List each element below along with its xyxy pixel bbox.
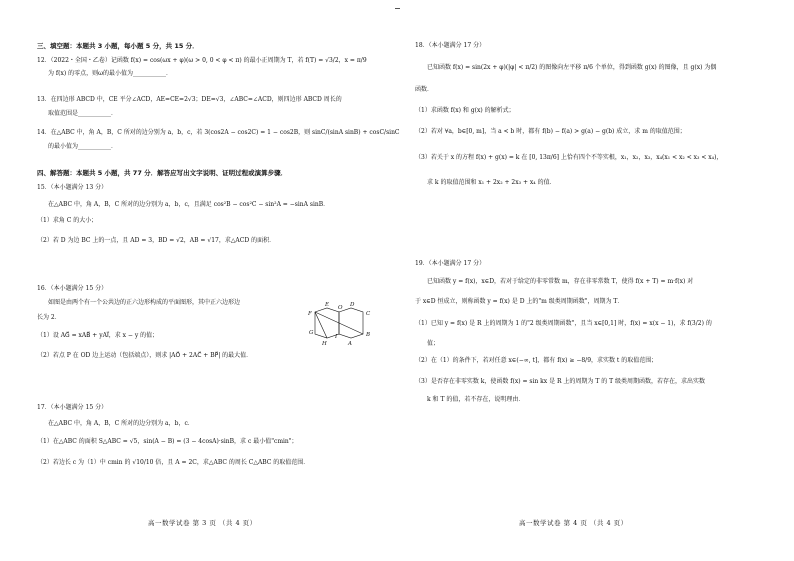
label-a: A xyxy=(348,341,352,347)
q17-line3: （2）若边长 c 为（1）中 cmin 的 √10/10 倍，且 A = 2C，求△ABC 的周长 C△ABC 的取值范围． xyxy=(37,459,310,466)
q15-line3: （2）若 D 为边 BC 上的一点，且 AD = 3，BD = √2，AB = √17，求△ACD 的面积． xyxy=(37,237,276,244)
q19-head: 19．（本小题满分 17 分） xyxy=(415,260,486,267)
q16-line4: （2）若点 P 在 OD 边上运动（包括端点），则求 |AO⃗ + 2AC⃗ + BP⃗| 的最大值． xyxy=(37,352,253,359)
label-e: E xyxy=(325,302,330,308)
left-page-footer: 高一数学试卷 第 3 页 （共 4 页） xyxy=(148,519,257,527)
label-h: H xyxy=(322,341,327,347)
q12-line2: 为 f(x) 的零点，则ω的最小值为___________． xyxy=(48,70,172,77)
q17-line2: （1）在△ABC 的面积 S△ABC = √5，sin(A − B) = (3 − 4cosA)·sinB，求 c 最小值"cmin"； xyxy=(37,438,298,445)
q18-line3: （1）求函数 f(x) 和 g(x) 的解析式； xyxy=(415,107,515,114)
right-page-footer: 高一数学试卷 第 4 页 （共 4 页） xyxy=(519,519,628,527)
q19-line3: （1）已知 y = f(x) 是 R 上的周期为 1 的"2 级类周期函数"，且当 x∈[0,1] 时，f(x) = x(x − 1)，求 f(3/2) 的 xyxy=(415,320,712,327)
label-i: I xyxy=(335,334,338,340)
q18-head: 18．（本小题满分 17 分） xyxy=(415,42,486,49)
q18-line4: （2）若对 ∀a，b∈[0, m]，当 a < b 时，都有 f(b) − f(a) > g(a) − g(b) 成立，求 m 的取值范围； xyxy=(415,128,686,135)
q15-line1: 在△ABC 中，角 A，B，C 所对的边分别为 a，b，c，且满足 cos²B − cos²C − sin²A = −sinA sinB． xyxy=(48,201,330,208)
q16-head: 16．（本小题满分 15 分） xyxy=(37,285,108,292)
q17-head: 17．（本小题满分 15 分） xyxy=(37,404,108,411)
q19-line5: （2）在（1）的条件下，若对任意 x∈(−∞, t]，都有 f(x) ≥ −8/9，求实数 t 的取值范围； xyxy=(415,357,658,364)
q15-line2: （1）求角 C 的大小； xyxy=(37,217,98,224)
q14-line1: 14．在△ABC 中，角 A，B，C 所对的边分别为 a，b，c，若 3(cos2A − cos2C) = 1 − cos2B，则 sinC/(sinA sinB) + cosC/sinC xyxy=(37,129,400,136)
section4-title: 四、解答题：本题共 5 小题，共 77 分．解答应写出文字说明、证明过程或演算步骤． xyxy=(37,169,288,177)
label-f: F xyxy=(308,311,312,317)
q18-line6: 求 k 的取值范围和 x₁ + 2x₂ + 2x₃ + x₄ 的值． xyxy=(427,179,556,186)
label-g: G xyxy=(309,330,314,336)
q18-line2: 函数． xyxy=(415,86,434,93)
diagonal-line xyxy=(315,312,327,338)
q15-head: 15．（本小题满分 13 分） xyxy=(37,184,108,191)
right-hexagon xyxy=(339,308,363,338)
q17-line1: 在△ABC 中，角 A，B，C 所对的边分别为 a，b，c． xyxy=(48,420,194,427)
q12-line1: 12．（2022・全国・乙卷）记函数 f(x) = cos(ωx + φ)(ω > 0, 0 < φ < π) 的最小正周期为 T，若 f(T) = √3/2，x = π/9 xyxy=(37,57,367,64)
label-d: D xyxy=(350,302,355,308)
q16-line3: （1）设 AG⃗ = xAB⃗ + yAI⃗，求 x − y 的值； xyxy=(37,332,159,339)
q18-line1: 已知函数 f(x) = sin(2x + φ)(|φ| < π/2) 的图像向左平移 π/6 个单位，得到函数 g(x) 的图像，且 g(x) 为偶 xyxy=(427,64,717,71)
hexagon-diagram xyxy=(305,298,383,350)
label-o: O xyxy=(338,305,343,311)
q19-line4: 值； xyxy=(427,340,440,347)
q19-line1: 已知函数 y = f(x)，x∈D，若对于给定的非零常数 m，存在非零常数 T，使得 f(x + T) = m·f(x) 对 xyxy=(427,278,694,285)
q14-line2: 的最小值为___________． xyxy=(48,143,118,150)
q16-line1: 如图是由两个有一个公共边的正六边形构成的平面图形，其中正六边形边 xyxy=(48,299,241,306)
q18-line5: （3）若关于 x 的方程 f(x) + g(x) = k 在 [0, 13π/6] 上恰有四个不等实根，x₁，x₂，x₃，x₄(x₁ < x₂ < x₃ < x₄)， xyxy=(415,154,723,161)
section3-title: 三、填空题：本题共 3 小题，每小题 5 分，共 15 分． xyxy=(37,42,199,50)
right-page xyxy=(397,0,794,561)
label-c: C xyxy=(366,311,371,317)
fold-mark xyxy=(395,8,400,9)
q19-line6: （3）是否存在非零实数 k，使函数 f(x) = sin kx 是 R 上的周期为 T 的 T 级类周期函数，若存在，求出实数 xyxy=(415,378,706,385)
q19-line7: k 和 T 的值，若不存在，说明理由． xyxy=(427,396,525,403)
q19-line2: 于 x∈D 恒成立，则称函数 y = f(x) 是 D 上的"m 级类周期函数"，周期为 T． xyxy=(415,298,624,305)
double-hexagon-figure xyxy=(305,298,383,350)
q13-line2: 取值范围是___________． xyxy=(48,110,118,117)
q13-line1: 13．在四边形 ABCD 中，CE 平分∠ACD，AE=CE=2√3；DE=√3，∠ABC=∠ACD，则四边形 ABCD 周长的 xyxy=(37,96,342,103)
label-b: B xyxy=(366,332,371,338)
q16-line2: 长为 2． xyxy=(37,314,61,321)
